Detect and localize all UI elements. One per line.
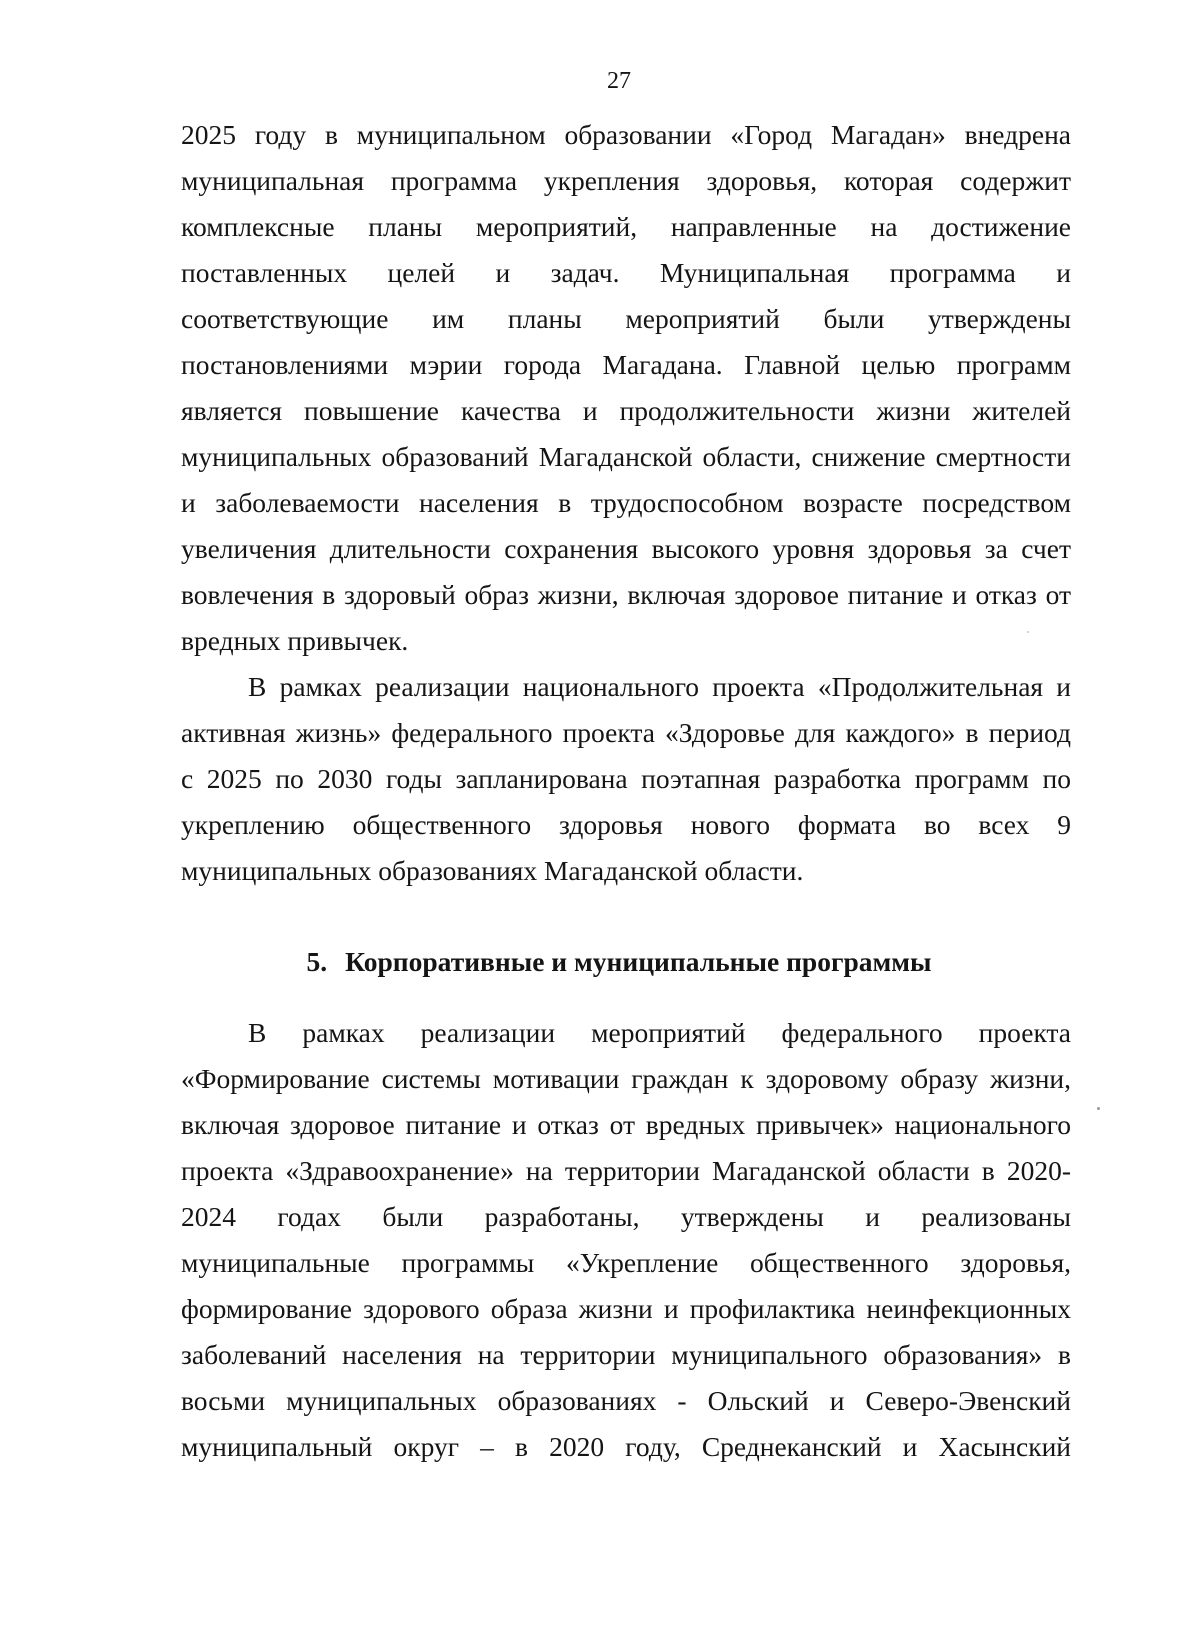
section-title: Корпоративные и муниципальные программы xyxy=(345,946,932,977)
paragraph-line: В рамках реализации мероприятий федерального проекта xyxy=(248,1017,1071,1048)
paragraph-line: соответствующие им планы мероприятий были утверждены xyxy=(181,303,1071,334)
paragraph-line: поставленных целей и задач. Муниципальная программа и xyxy=(181,257,1071,288)
paragraph-line: укреплению общественного здоровья нового формата во всех 9 xyxy=(181,809,1071,840)
paragraph-line: 2025 году в муниципальном образовании «Город Магадан» внедрена xyxy=(181,119,1071,150)
paragraph-line: муниципальная программа укрепления здоровья, которая содержит xyxy=(181,165,1071,196)
paragraph-line: «Формирование системы мотивации граждан к здоровому образу жизни, xyxy=(181,1063,1071,1094)
paragraph-line: увеличения длительности сохранения высокого уровня здоровья за счет xyxy=(181,533,1071,564)
paragraph-line: проекта «Здравоохранение» на территории Магаданской области в 2020- xyxy=(181,1155,1071,1186)
scan-speck xyxy=(1027,631,1029,633)
section-heading xyxy=(0,945,1200,979)
paragraph-line: заболеваний населения на территории муниципального образования» в xyxy=(181,1339,1071,1370)
paragraph-line: и заболеваемости населения в трудоспособном возрасте посредством xyxy=(181,487,1071,518)
paragraph-line: комплексные планы мероприятий, направленные на достижение xyxy=(181,211,1071,242)
paragraph-line: муниципальный округ – в 2020 году, Среднеканский и Хасынский xyxy=(181,1431,1071,1462)
paragraph-line: вредных привычек. xyxy=(181,625,409,656)
paragraph-line: является повышение качества и продолжительности жизни жителей xyxy=(181,395,1071,426)
paragraph-line: активная жизнь» федерального проекта «Здоровье для каждого» в период xyxy=(181,717,1071,748)
paragraph-line: формирование здорового образа жизни и профилактика неинфекционных xyxy=(181,1293,1071,1324)
paragraph-line: включая здоровое питание и отказ от вредных привычек» национального xyxy=(181,1109,1071,1140)
paragraph-line: вовлечения в здоровый образ жизни, включая здоровое питание и отказ от xyxy=(181,579,1071,610)
page-number: 27 xyxy=(607,68,631,94)
paragraph-line: с 2025 по 2030 годы запланирована поэтапная разработка программ по xyxy=(181,763,1071,794)
paragraph-line: В рамках реализации национального проекта «Продолжительная и xyxy=(248,671,1071,702)
scan-speck xyxy=(1097,1107,1100,1110)
paragraph-line: муниципальных образований Магаданской области, снижение смертности xyxy=(181,441,1071,472)
paragraph-line: постановлениями мэрии города Магадана. Главной целью программ xyxy=(181,349,1071,380)
section-number: 5. xyxy=(306,946,328,977)
paragraph-line: 2024 годах были разработаны, утверждены и реализованы xyxy=(181,1201,1071,1232)
paragraph-line: восьми муниципальных образованиях - Ольский и Северо-Эвенский xyxy=(181,1385,1071,1416)
paragraph-line: муниципальных образованиях Магаданской области. xyxy=(181,855,804,886)
paragraph-line: муниципальные программы «Укрепление общественного здоровья, xyxy=(181,1247,1071,1278)
